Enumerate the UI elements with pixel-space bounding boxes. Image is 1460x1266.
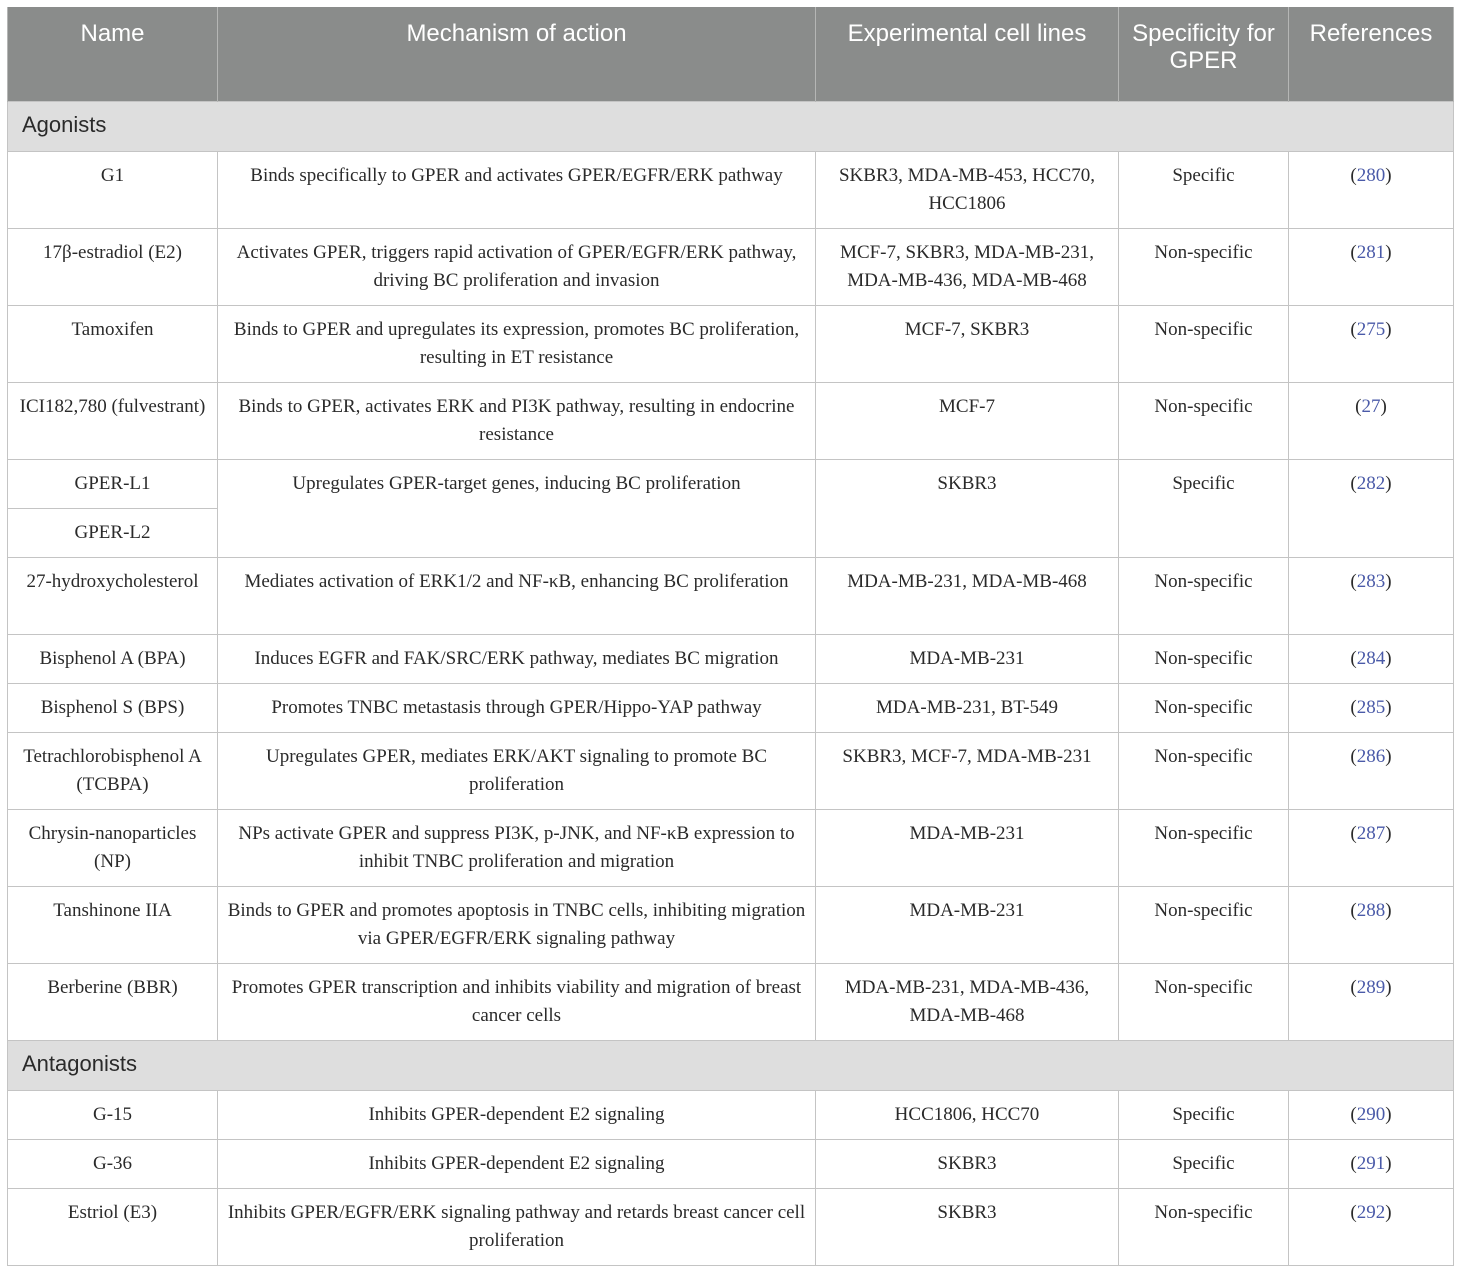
col-header-specificity: Specificity for GPER: [1119, 7, 1289, 102]
cell-reference: (287): [1289, 810, 1454, 887]
reference-link[interactable]: 275: [1356, 319, 1386, 340]
cell-reference: (291): [1289, 1140, 1454, 1189]
table-row: [8, 1140, 1454, 1189]
header-row: [8, 7, 1454, 102]
section-title: Antagonists: [8, 1041, 1454, 1091]
cell-reference: (283): [1289, 558, 1454, 635]
col-header-cell-lines: Experimental cell lines: [816, 7, 1119, 102]
cell-name: Tamoxifen: [8, 306, 218, 383]
cell-cell-lines: MDA-MB-231: [816, 887, 1119, 964]
cell-name: G1: [8, 152, 218, 229]
cell-cell-lines: MCF-7, SKBR3, MDA-MB-231, MDA-MB-436, MDA-MB-468: [816, 229, 1119, 306]
table-row: [8, 1091, 1454, 1140]
cell-name: G-15: [8, 1091, 218, 1140]
gper-ligands-table: [7, 7, 1454, 1266]
cell-mechanism: Inhibits GPER-dependent E2 signaling: [218, 1091, 816, 1140]
reference-link[interactable]: 291: [1356, 1153, 1386, 1174]
cell-mechanism: Binds to GPER and upregulates its expression, promotes BC proliferation, resulting in ET resistance: [218, 306, 816, 383]
section-title: Agonists: [8, 102, 1454, 152]
cell-mechanism: Binds to GPER and promotes apoptosis in TNBC cells, inhibiting migration via GPER/EGFR/ERK signaling pathway: [218, 887, 816, 964]
cell-mechanism: Mediates activation of ERK1/2 and NF-κB, enhancing BC proliferation: [218, 558, 816, 635]
table-row: [8, 229, 1454, 306]
reference-link[interactable]: 292: [1356, 1202, 1386, 1223]
cell-reference: (284): [1289, 635, 1454, 684]
cell-reference: (275): [1289, 306, 1454, 383]
table-row: [8, 964, 1454, 1041]
cell-cell-lines: SKBR3: [816, 1140, 1119, 1189]
cell-cell-lines: MDA-MB-231: [816, 635, 1119, 684]
table-row: [8, 684, 1454, 733]
table-row: [8, 810, 1454, 887]
cell-reference: (285): [1289, 684, 1454, 733]
reference-link[interactable]: 283: [1356, 571, 1386, 592]
table-row: [8, 887, 1454, 964]
cell-name: Bisphenol S (BPS): [8, 684, 218, 733]
col-header-name: Name: [8, 7, 218, 102]
cell-cell-lines: MDA-MB-231, BT-549: [816, 684, 1119, 733]
table-row: [8, 1189, 1454, 1266]
cell-cell-lines: SKBR3, MDA-MB-453, HCC70, HCC1806: [816, 152, 1119, 229]
cell-cell-lines: MDA-MB-231, MDA-MB-468: [816, 558, 1119, 635]
cell-name: ICI182,780 (fulvestrant): [8, 383, 218, 460]
cell-name: Bisphenol A (BPA): [8, 635, 218, 684]
cell-mechanism: Upregulates GPER-target genes, inducing BC proliferation: [218, 460, 816, 558]
col-header-references: References: [1289, 7, 1454, 102]
cell-name: Estriol (E3): [8, 1189, 218, 1266]
cell-mechanism: Inhibits GPER/EGFR/ERK signaling pathway and retards breast cancer cell proliferation: [218, 1189, 816, 1266]
cell-mechanism: Upregulates GPER, mediates ERK/AKT signaling to promote BC proliferation: [218, 733, 816, 810]
section-row-agonists: [8, 102, 1454, 152]
cell-specificity: Non-specific: [1119, 635, 1289, 684]
cell-name: 27-hydroxycholesterol: [8, 558, 218, 635]
cell-mechanism: Binds to GPER, activates ERK and PI3K pathway, resulting in endocrine resistance: [218, 383, 816, 460]
cell-cell-lines: SKBR3, MCF-7, MDA-MB-231: [816, 733, 1119, 810]
cell-reference: (286): [1289, 733, 1454, 810]
cell-cell-lines: MDA-MB-231, MDA-MB-436, MDA-MB-468: [816, 964, 1119, 1041]
section-row-antagonists: [8, 1041, 1454, 1091]
cell-mechanism: Inhibits GPER-dependent E2 signaling: [218, 1140, 816, 1189]
cell-reference: (281): [1289, 229, 1454, 306]
cell-specificity: Specific: [1119, 1140, 1289, 1189]
cell-cell-lines: MCF-7: [816, 383, 1119, 460]
table-row: [8, 383, 1454, 460]
cell-cell-lines: MCF-7, SKBR3: [816, 306, 1119, 383]
reference-link[interactable]: 285: [1356, 697, 1386, 718]
reference-link[interactable]: 289: [1356, 977, 1386, 998]
cell-name: Berberine (BBR): [8, 964, 218, 1041]
reference-link[interactable]: 284: [1356, 648, 1386, 669]
cell-specificity: Non-specific: [1119, 1189, 1289, 1266]
cell-name: Chrysin-nanoparticles (NP): [8, 810, 218, 887]
cell-cell-lines: SKBR3: [816, 460, 1119, 558]
cell-specificity: Non-specific: [1119, 306, 1289, 383]
col-header-mechanism: Mechanism of action: [218, 7, 816, 102]
table-row: [8, 558, 1454, 635]
reference-link[interactable]: 286: [1356, 746, 1386, 767]
cell-name: 17β-estradiol (E2): [8, 229, 218, 306]
cell-mechanism: Promotes GPER transcription and inhibits viability and migration of breast cancer cells: [218, 964, 816, 1041]
cell-specificity: Non-specific: [1119, 733, 1289, 810]
cell-specificity: Non-specific: [1119, 383, 1289, 460]
cell-specificity: Specific: [1119, 152, 1289, 229]
cell-mechanism: Induces EGFR and FAK/SRC/ERK pathway, mediates BC migration: [218, 635, 816, 684]
cell-specificity: Non-specific: [1119, 887, 1289, 964]
table-row: [8, 460, 1454, 509]
cell-mechanism: Binds specifically to GPER and activates GPER/EGFR/ERK pathway: [218, 152, 816, 229]
reference-link[interactable]: 282: [1356, 473, 1386, 494]
cell-specificity: Non-specific: [1119, 229, 1289, 306]
cell-mechanism: Promotes TNBC metastasis through GPER/Hippo-YAP pathway: [218, 684, 816, 733]
cell-mechanism: NPs activate GPER and suppress PI3K, p-JNK, and NF-κB expression to inhibit TNBC proliferation and migration: [218, 810, 816, 887]
cell-reference: (289): [1289, 964, 1454, 1041]
cell-reference: (280): [1289, 152, 1454, 229]
cell-specificity: Non-specific: [1119, 684, 1289, 733]
cell-specificity: Specific: [1119, 1091, 1289, 1140]
cell-name: Tetrachlorobisphenol A (TCBPA): [8, 733, 218, 810]
cell-name: Tanshinone IIA: [8, 887, 218, 964]
table-row: [8, 733, 1454, 810]
table-row: [8, 152, 1454, 229]
cell-reference: (27): [1289, 383, 1454, 460]
reference-link[interactable]: 288: [1356, 900, 1386, 921]
cell-name: GPER-L2: [8, 509, 218, 558]
cell-name: GPER-L1: [8, 460, 218, 509]
cell-specificity: Non-specific: [1119, 964, 1289, 1041]
reference-link[interactable]: 281: [1356, 242, 1386, 263]
cell-specificity: Specific: [1119, 460, 1289, 558]
cell-specificity: Non-specific: [1119, 558, 1289, 635]
reference-link[interactable]: 287: [1356, 823, 1386, 844]
cell-reference: (290): [1289, 1091, 1454, 1140]
cell-cell-lines: MDA-MB-231: [816, 810, 1119, 887]
cell-reference: (288): [1289, 887, 1454, 964]
cell-reference: (292): [1289, 1189, 1454, 1266]
reference-link[interactable]: 27: [1361, 396, 1381, 417]
cell-specificity: Non-specific: [1119, 810, 1289, 887]
table-row: [8, 635, 1454, 684]
table-row: [8, 306, 1454, 383]
reference-link[interactable]: 280: [1356, 165, 1386, 186]
cell-reference: (282): [1289, 460, 1454, 558]
cell-mechanism: Activates GPER, triggers rapid activation of GPER/EGFR/ERK pathway, driving BC proliferation and invasion: [218, 229, 816, 306]
cell-name: G-36: [8, 1140, 218, 1189]
cell-cell-lines: SKBR3: [816, 1189, 1119, 1266]
reference-link[interactable]: 290: [1356, 1104, 1386, 1125]
cell-cell-lines: HCC1806, HCC70: [816, 1091, 1119, 1140]
